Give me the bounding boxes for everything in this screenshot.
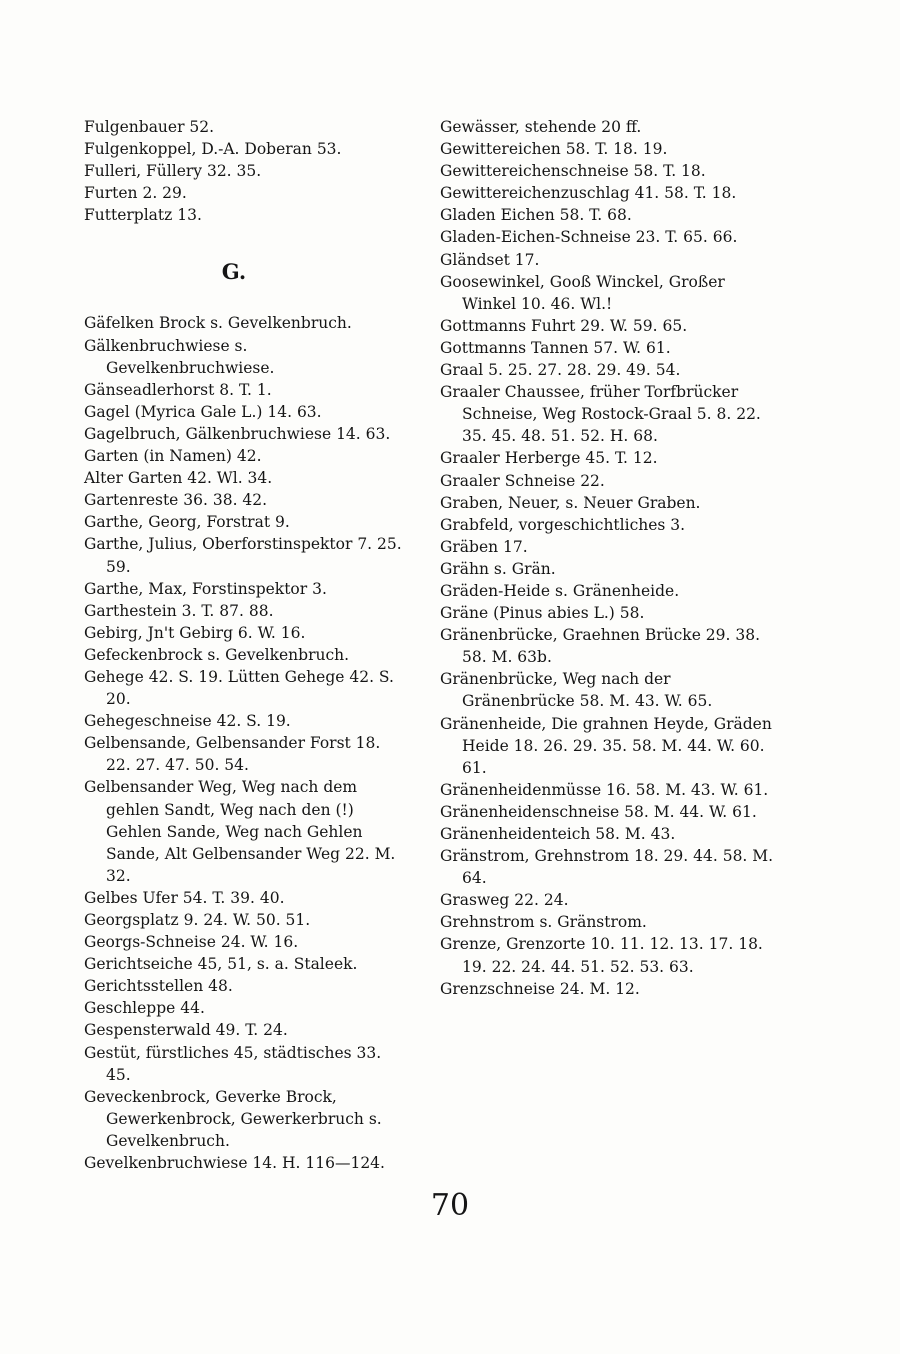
index-entry: Graben, Neuer, s. Neuer Graben. <box>440 493 701 512</box>
page-number: 70 <box>430 1188 470 1223</box>
index-entry: Garthestein 3. T. 87. 88. <box>84 601 274 620</box>
index-entry: Graaler Herberge 45. T. 12. <box>440 449 658 468</box>
index-entry: Gerichtsstellen 48. <box>84 977 233 996</box>
index-entry: Gländset 17. <box>440 250 540 269</box>
index-entry: Gewittereichenzuschlag 41. 58. T. 18. <box>440 184 737 203</box>
index-entry: Gevelkenbruchwiese 14. H. 116—124. <box>84 1154 385 1173</box>
index-entry: Fulgenbauer 52. <box>84 118 215 136</box>
index-entry: Gespensterwald 49. T. 24. <box>84 1021 288 1040</box>
index-entry: Garten (in Namen) 42. <box>84 447 262 466</box>
index-entry: Garthe, Max, Forstinspektor 3. <box>84 579 327 598</box>
index-entry: Geschleppe 44. <box>84 999 205 1018</box>
index-entry: Gränenheidenteich 58. M. 43. <box>440 825 676 843</box>
index-entry: Gladen Eichen 58. T. 68. <box>440 206 632 225</box>
index-entry: Goosewinkel, Gooß Winckel, Großer Winkel 10. 46. Wl.! <box>440 272 725 313</box>
index-entry: Gagel (Myrica Gale L.) 14. 63. <box>84 402 322 421</box>
index-entry: Gerichtseiche 45, 51, s. a. Staleek. <box>84 955 358 974</box>
index-entry: Graal 5. 25. 27. 28. 29. 49. 54. <box>440 361 681 380</box>
index-entry: Gebirg, Jn't Gebirg 6. W. 16. <box>84 623 306 642</box>
index-entry: Gelbes Ufer 54. T. 39. 40. <box>84 888 285 907</box>
index-entry: Grenze, Grenzorte 10. 11. 12. 13. 17. 18. 19. 22. 24. 44. 51. 52. 53. 63. <box>440 935 763 976</box>
index-entry: Georgs-Schneise 24. W. 16. <box>84 933 299 952</box>
index-entry: Gewittereichen 58. T. 18. 19. <box>440 140 668 159</box>
index-entry: Gräne (Pinus abies L.) 58. <box>440 604 645 623</box>
index-entry: Fulleri, Füllery 32. 35. <box>84 162 262 181</box>
index-entry: Gränenheidenmüsse 16. 58. M. 43. W. 61. <box>440 780 769 799</box>
left-column <box>84 116 404 1174</box>
index-entry: Gelbensander Weg, Weg nach dem gehlen Sandt, Weg nach den (!) Gehlen Sande, Weg nach Gehlen Sande, Alt Gelbensander Weg 22. M. 32. <box>84 778 396 885</box>
index-entry: Gränenbrücke, Graehnen Brücke 29. 38. 58. M. 63b. <box>440 626 761 667</box>
index-entry: Grähn s. Grän. <box>440 559 556 578</box>
f-entries <box>84 116 404 226</box>
index-entry: Gefeckenbrock s. Gevelkenbruch. <box>84 645 350 664</box>
index-entry: Grenzschneise 24. M. 12. <box>440 979 640 998</box>
index-entry: Gränstrom, Grehnstrom 18. 29. 44. 58. M. 64. <box>440 847 774 888</box>
index-entry: Gänseadlerhorst 8. T. 1. <box>84 380 272 399</box>
index-entry: Gottmanns Fuhrt 29. W. 59. 65. <box>440 316 688 335</box>
index-entry: Gewässer, stehende 20 ff. <box>440 118 642 136</box>
index-entry: Gestüt, fürstliches 45, städtisches 33. 45. <box>84 1043 382 1084</box>
index-entry: Geveckenbrock, Geverke Brock, Gewerkenbrock, Gewerkerbruch s. Gevelkenbruch. <box>84 1087 382 1150</box>
index-entry: Gehege 42. S. 19. Lütten Gehege 42. S. 20. <box>84 667 394 709</box>
index-entry: Gehegeschneise 42. S. 19. <box>84 712 291 731</box>
index-entry: Fulgenkoppel, D.-A. Doberan 53. <box>84 140 342 159</box>
index-entry: Graaler Chaussee, früher Torfbrücker Schneise, Weg Rostock-Graal 5. 8. 22. 35. 45. 48. 51. 52. H. 68. <box>440 383 761 446</box>
index-entry: Gränenheidenschneise 58. M. 44. W. 61. <box>440 802 757 821</box>
index-entry: Gottmanns Tannen 57. W. 61. <box>440 338 671 357</box>
right-column <box>440 116 775 1000</box>
index-entry: Gäfelken Brock s. Gevelkenbruch. <box>84 314 352 333</box>
index-entry: Gagelbruch, Gälkenbruchwiese 14. 63. <box>84 424 391 443</box>
index-entry: Alter Garten 42. Wl. 34. <box>84 469 273 488</box>
index-entry: Gräben 17. <box>440 537 528 556</box>
index-entry: Garthe, Georg, Forstrat 9. <box>84 513 290 532</box>
index-entry: Furten 2. 29. <box>84 184 187 203</box>
index-entry: Gränenbrücke, Weg nach der Gränenbrücke 58. M. 43. W. 65. <box>440 670 713 711</box>
index-entry: Grasweg 22. 24. <box>440 891 569 910</box>
section-letter-heading: G. <box>221 259 247 285</box>
index-entry: Futterplatz 13. <box>84 206 202 225</box>
g-entries-left <box>84 312 404 1174</box>
index-entry: Grabfeld, vorgeschichtliches 3. <box>440 515 686 534</box>
index-entry: Gälkenbruchwiese s. Gevelkenbruchwiese. <box>84 336 275 377</box>
index-entry: Gelbensande, Gelbensander Forst 18. 22. 27. 47. 50. 54. <box>84 734 381 775</box>
index-entry: Gränenheide, Die grahnen Heyde, Gräden Heide 18. 26. 29. 35. 58. M. 44. W. 60. 61. <box>440 714 772 777</box>
index-entry: Gräden-Heide s. Gränenheide. <box>440 581 680 600</box>
index-entry: Georgsplatz 9. 24. W. 50. 51. <box>84 911 311 929</box>
index-entry: Gewittereichenschneise 58. T. 18. <box>440 162 706 181</box>
index-entry: Graaler Schneise 22. <box>440 471 605 490</box>
index-entry: Gladen-Eichen-Schneise 23. T. 65. 66. <box>440 228 738 247</box>
index-entry: Garthe, Julius, Oberforstinspektor 7. 25. 59. <box>84 535 402 576</box>
index-entry: Grehnstrom s. Gränstrom. <box>440 913 647 932</box>
index-entry: Gartenreste 36. 38. 42. <box>84 491 268 510</box>
